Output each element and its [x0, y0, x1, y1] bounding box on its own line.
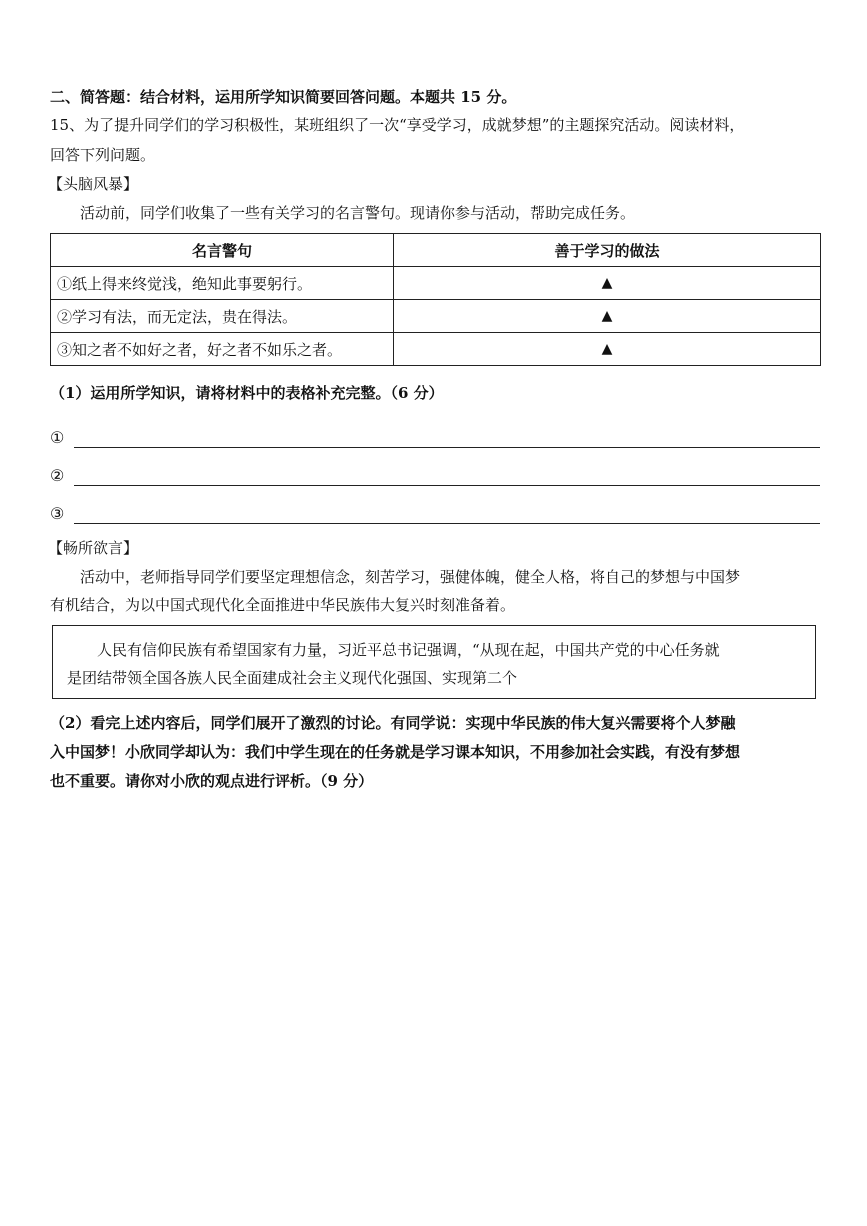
question-intro-text: 为了提升同学们的学习积极性，某班组织了一次“享受学习，成就梦想”的主题探究活动。阅读材料， — [84, 116, 745, 134]
discussion-heading: 【畅所欲言】 — [48, 539, 139, 557]
question-intro-line2: 回答下列问题。 — [50, 146, 156, 164]
quote-cell: ②学习有法，而无定法，贵在得法。 — [51, 300, 394, 333]
answer-label: ① — [50, 428, 65, 447]
quote-cell: ③知之者不如好之者，好之者不如乐之者。 — [51, 333, 394, 366]
table-row — [51, 300, 821, 333]
sub-question-1: （1）运用所学知识，请将材料中的表格补充完整。（6 分） — [50, 384, 444, 402]
question-number: 15、 — [50, 116, 85, 134]
table-header-row — [51, 234, 821, 267]
answer-cell[interactable]: ▲ — [394, 333, 821, 366]
section-heading: 二、简答题：结合材料，运用所学知识简要回答问题。本题共 15 分。 — [50, 88, 517, 106]
answer-line-1[interactable] — [50, 427, 820, 451]
table-row — [51, 333, 821, 366]
quote-box-line2: 是团结带领全国各族人民全面建成社会主义现代化强国、实现第二个 — [67, 669, 518, 687]
answer-label: ② — [50, 466, 65, 485]
answer-cell[interactable]: ▲ — [394, 267, 821, 300]
quote-cell: ①纸上得来终觉浅，绝知此事要躬行。 — [51, 267, 394, 300]
answer-rule — [74, 523, 820, 524]
discussion-text-line2: 有机结合，为以中国式现代化全面推进中华民族伟大复兴时刻准备着。 — [50, 596, 516, 614]
table-row — [51, 267, 821, 300]
question-intro-line1 — [50, 114, 744, 136]
maxims-table — [50, 233, 821, 366]
answer-line-3[interactable] — [50, 503, 820, 527]
answer-line-2[interactable] — [50, 465, 820, 489]
brainstorm-heading: 【头脑风暴】 — [48, 175, 139, 193]
discussion-text-line1: 活动中，老师指导同学们要坚定理想信念，刻苦学习，强健体魄，健全人格，将自己的梦想与中国梦 — [80, 568, 741, 586]
discussion-text — [50, 563, 820, 619]
sub-question-2-line1: （2）看完上述内容后，同学们展开了激烈的讨论。有同学说：实现中华民族的伟大复兴需要将个人梦融 — [50, 714, 736, 732]
header-quotes: 名言警句 — [51, 234, 394, 267]
sub-question-2-line2: 入中国梦！小欣同学却认为：我们中学生现在的任务就是学习课本知识，不用参加社会实践，有没有梦想 — [50, 743, 741, 761]
quote-box — [52, 625, 816, 699]
answer-rule — [74, 447, 820, 448]
answer-cell[interactable]: ▲ — [394, 300, 821, 333]
answer-rule — [74, 485, 820, 486]
sub-question-2 — [50, 709, 820, 796]
quote-box-line1: 人民有信仰民族有希望国家有力量，习近平总书记强调，“从现在起，中国共产党的中心任务就 — [97, 641, 720, 659]
header-practices: 善于学习的做法 — [394, 234, 821, 267]
sub-question-2-line3: 也不重要。请你对小欣的观点进行评析。（9 分） — [50, 772, 374, 790]
answer-label: ③ — [50, 504, 65, 523]
brainstorm-text: 活动前，同学们收集了一些有关学习的名言警句。现请你参与活动，帮助完成任务。 — [80, 204, 636, 222]
